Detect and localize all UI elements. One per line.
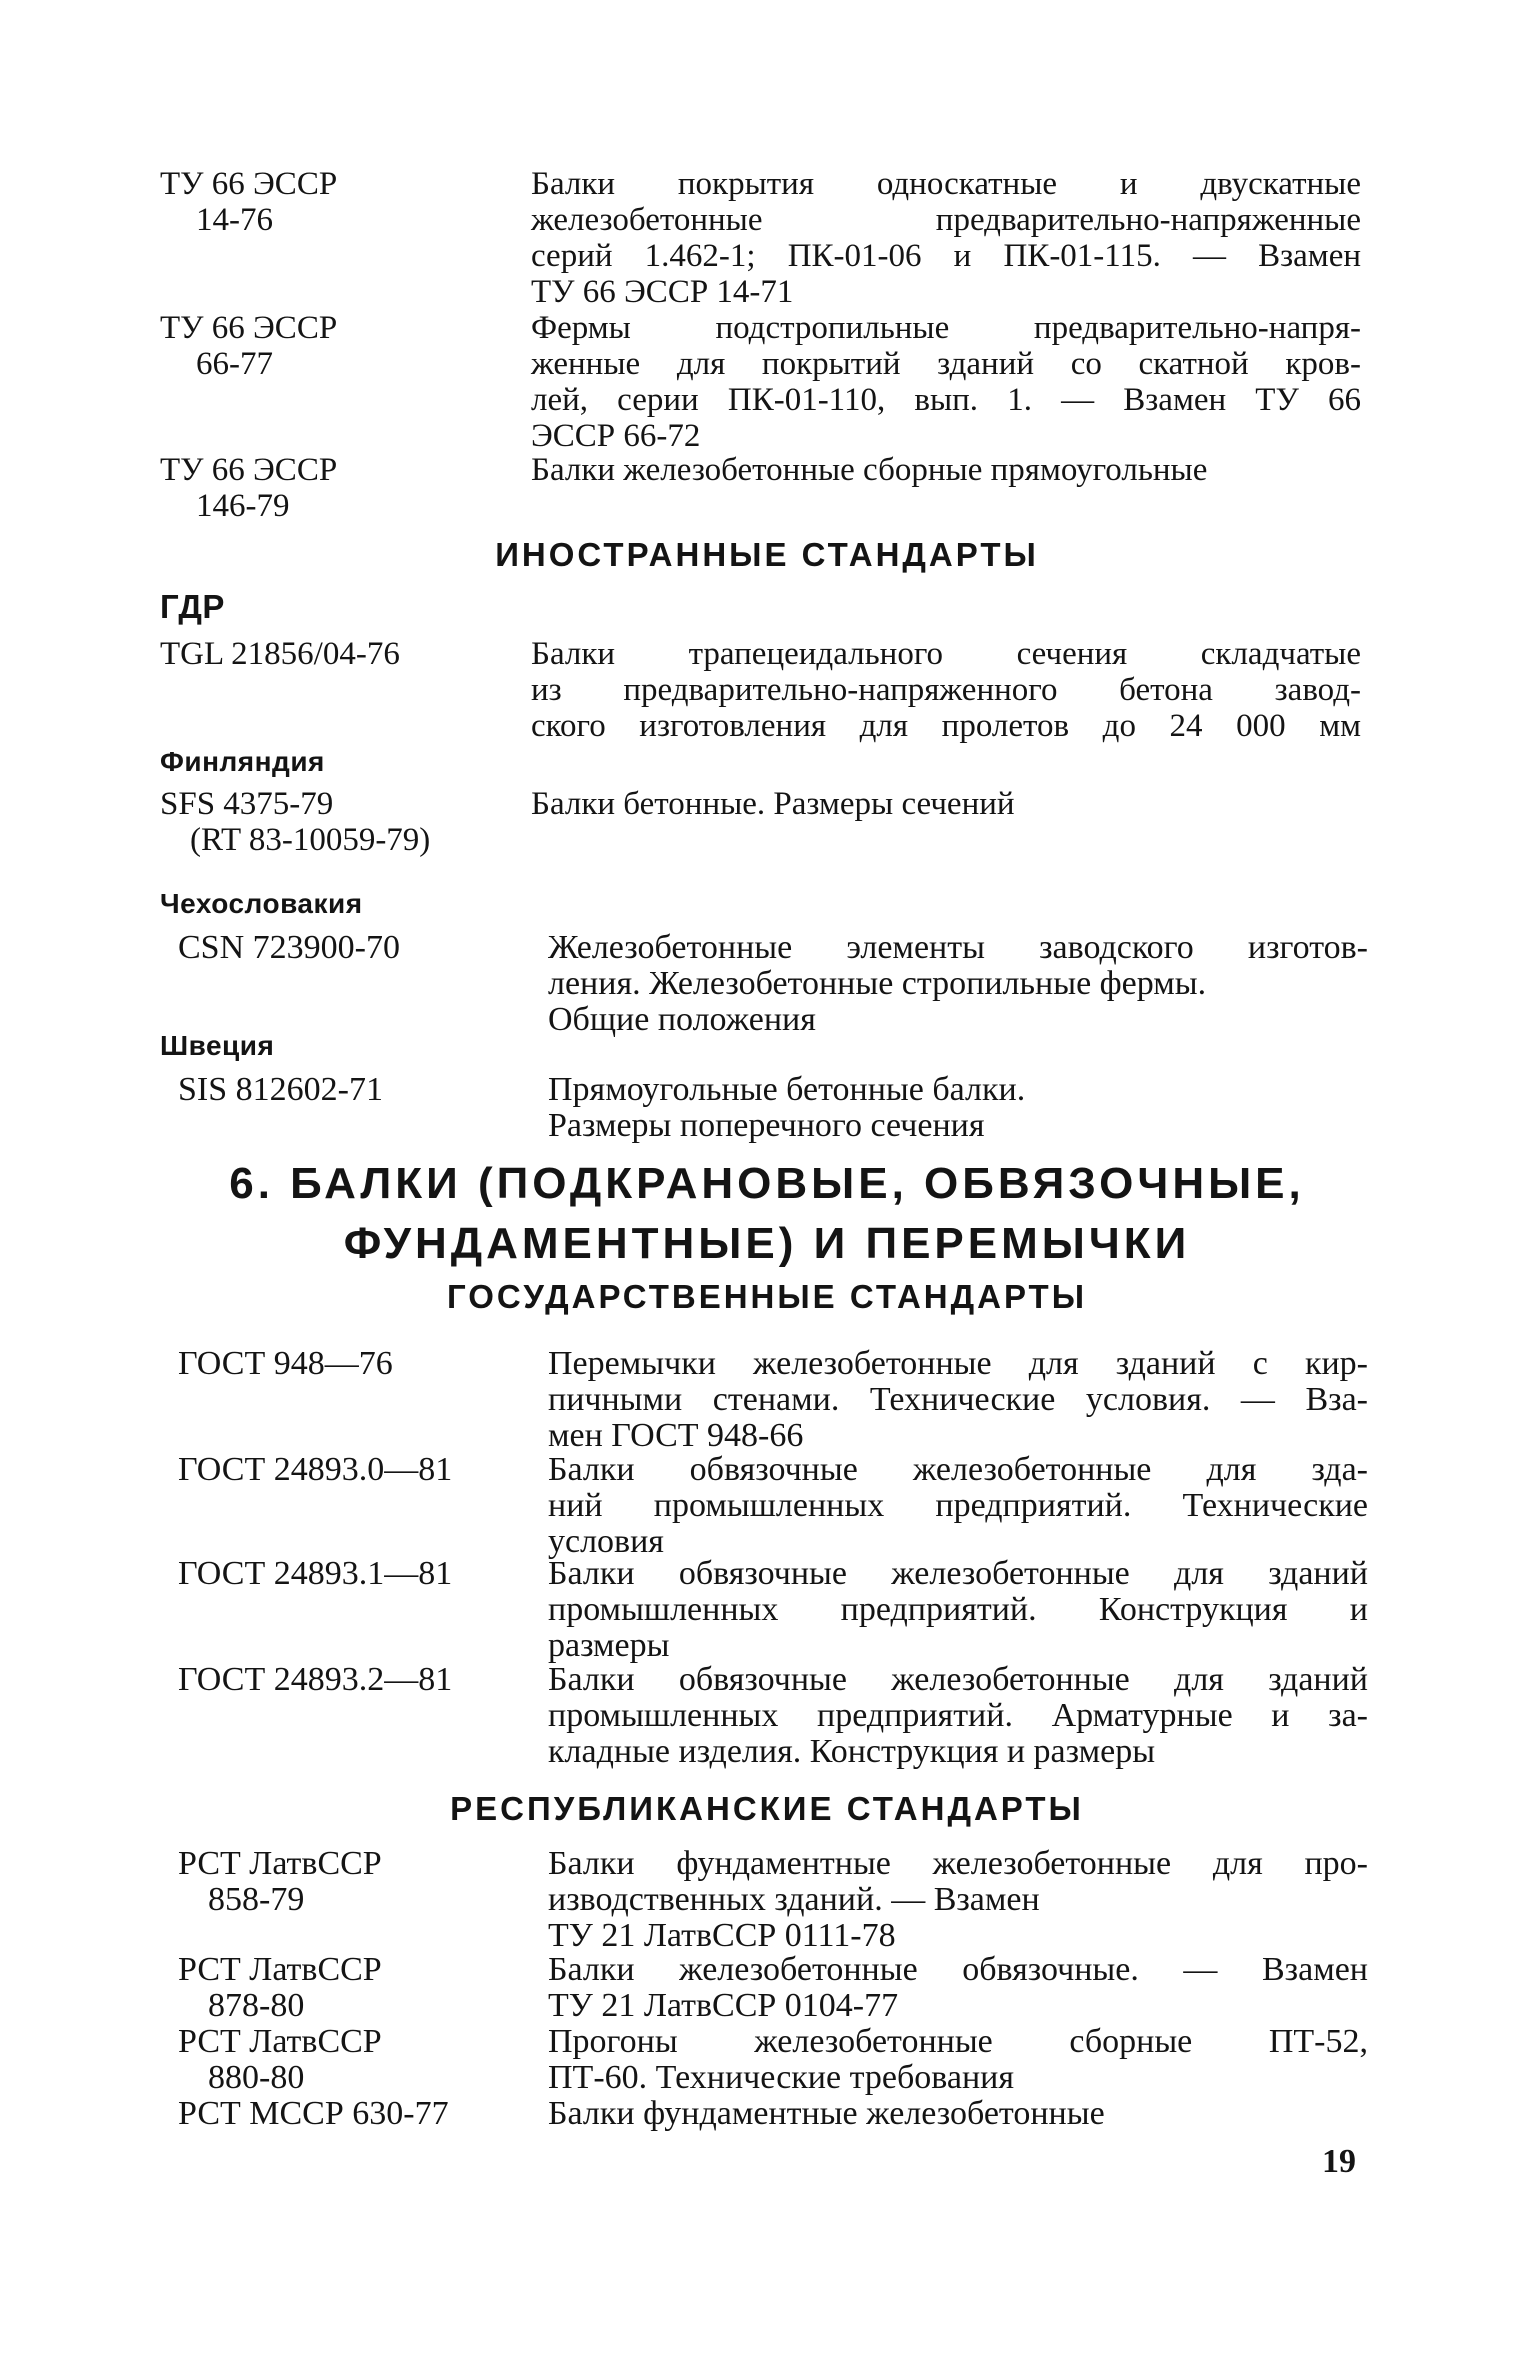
- section-heading-state: ГОСУДАРСТВЕННЫЕ СТАНДАРТЫ: [446, 1278, 1087, 1315]
- desc-line: железобетонные предварительно-напряженные: [531, 202, 1361, 238]
- standard-code: [160, 636, 520, 672]
- standard-description: [548, 1952, 1368, 2024]
- code-line: РСТ МССР 630-77: [178, 2095, 449, 2132]
- desc-line: лей, серии ПК-01-110, вып. 1. — Взамен ТУ 66: [531, 382, 1361, 418]
- desc-line: ПТ-60. Технические требования: [548, 2059, 1014, 2096]
- section-heading-foreign: ИНОСТРАННЫЕ СТАНДАРТЫ: [495, 536, 1039, 573]
- country-label: Финляндия: [160, 746, 325, 777]
- desc-line: Прямоугольные бетонные балки.: [548, 1071, 1026, 1108]
- page-number: 19: [1322, 2143, 1356, 2180]
- standard-description: [548, 930, 1368, 1038]
- standard-description: [548, 1662, 1368, 1770]
- desc-line: Прогоны железобетонные сборные ПТ-52,: [548, 2023, 1368, 2060]
- standard-code: [178, 930, 538, 966]
- code-line: РСТ ЛатвССР: [178, 1951, 382, 1988]
- code-line: TGL 21856/04-76: [160, 636, 400, 672]
- code-line: CSN 723900-70: [178, 929, 400, 966]
- code-line: РСТ ЛатвССР: [178, 1845, 382, 1882]
- desc-line: кладные изделия. Конструкция и размеры: [548, 1733, 1156, 1770]
- section-heading-republic: РЕСПУБЛИКАНСКИЕ СТАНДАРТЫ: [450, 1790, 1084, 1827]
- desc-line: Балки обвязочные железобетонные для зданий: [548, 1661, 1368, 1698]
- standard-description: [548, 2096, 1368, 2132]
- code-line: ГОСТ 24893.2—81: [178, 1661, 453, 1698]
- standard-code: [178, 1846, 538, 1918]
- code-line: 878-80: [208, 1987, 305, 2024]
- standard-code: [160, 166, 520, 238]
- desc-line: ТУ 66 ЭССР 14-71: [531, 274, 794, 310]
- desc-line: изводственных зданий. — Взамен: [548, 1881, 1040, 1918]
- standard-code: [178, 1452, 538, 1488]
- desc-line: Балки обвязочные железобетонные для зда-: [548, 1451, 1368, 1488]
- desc-line: мен ГОСТ 948-66: [548, 1417, 804, 1454]
- desc-line: Балки трапецеидального сечения складчатые: [531, 636, 1361, 672]
- code-line: SFS 4375-79: [160, 786, 334, 822]
- standard-code: [160, 310, 520, 382]
- code-line: 66-77: [196, 346, 273, 382]
- country-label: Чехословакия: [160, 888, 363, 919]
- section-title-line: 6. БАЛКИ (ПОДКРАНОВЫЕ, ОБВЯЗОЧНЫЕ,: [229, 1159, 1305, 1208]
- standard-description: [531, 452, 1361, 488]
- standard-description: [548, 1452, 1368, 1560]
- desc-line: Балки железобетонные сборные прямоугольные: [531, 452, 1208, 488]
- desc-line: ского изготовления для пролетов до 24 000 мм: [531, 708, 1361, 744]
- desc-line: Общие положения: [548, 1001, 816, 1038]
- desc-line: Перемычки железобетонные для зданий с кир-: [548, 1345, 1368, 1382]
- desc-line: Балки бетонные. Размеры сечений: [531, 786, 1015, 822]
- code-line: ГОСТ 24893.1—81: [178, 1555, 453, 1592]
- desc-line: Балки покрытия односкатные и двускатные: [531, 166, 1361, 202]
- code-line: ГОСТ 948—76: [178, 1345, 393, 1382]
- code-line: 880-80: [208, 2059, 305, 2096]
- standard-code: [178, 2096, 538, 2132]
- standard-code: [160, 786, 520, 858]
- desc-line: Фермы подстропильные предварительно-напря-: [531, 310, 1361, 346]
- standard-description: [548, 1072, 1368, 1144]
- code-line: SIS 812602-71: [178, 1071, 383, 1108]
- standard-description: [531, 310, 1361, 454]
- section-title: [0, 1154, 1534, 1274]
- code-line: ГОСТ 24893.0—81: [178, 1451, 453, 1488]
- standard-code: [178, 1952, 538, 2024]
- desc-line: из предварительно-напряженного бетона завод-: [531, 672, 1361, 708]
- standard-code: [178, 1556, 538, 1592]
- code-line: 14-76: [196, 202, 273, 238]
- desc-line: промышленных предприятий. Конструкция и: [548, 1591, 1368, 1628]
- standard-code: [178, 2024, 538, 2096]
- standard-code: [160, 452, 520, 524]
- code-line: ТУ 66 ЭССР: [160, 452, 338, 488]
- standard-description: [531, 166, 1361, 310]
- standard-description: [531, 636, 1361, 744]
- code-line: ТУ 66 ЭССР: [160, 310, 338, 346]
- desc-line: ления. Железобетонные стропильные фермы.: [548, 965, 1207, 1002]
- standard-description: [548, 2024, 1368, 2096]
- country-label: Швеция: [160, 1030, 275, 1061]
- desc-line: Размеры поперечного сечения: [548, 1107, 985, 1144]
- desc-line: условия: [548, 1523, 664, 1560]
- desc-line: размеры: [548, 1627, 670, 1664]
- standard-description: [548, 1846, 1368, 1954]
- country-label: ГДР: [160, 588, 225, 625]
- code-line: 146-79: [196, 488, 290, 524]
- desc-line: ТУ 21 ЛатвССР 0111-78: [548, 1917, 896, 1954]
- desc-line: ний промышленных предприятий. Технические: [548, 1487, 1368, 1524]
- desc-line: Балки фундаментные железобетонные: [548, 2095, 1105, 2132]
- code-line: (RT 83-10059-79): [190, 822, 431, 858]
- section-title-line: ФУНДАМЕНТНЫЕ) И ПЕРЕМЫЧКИ: [343, 1219, 1191, 1268]
- standard-description: [531, 786, 1361, 822]
- desc-line: Балки железобетонные обвязочные. — Взамен: [548, 1951, 1368, 1988]
- standard-code: [178, 1346, 538, 1382]
- code-line: РСТ ЛатвССР: [178, 2023, 382, 2060]
- standard-description: [548, 1346, 1368, 1454]
- desc-line: ТУ 21 ЛатвССР 0104-77: [548, 1987, 899, 2024]
- desc-line: ЭССР 66-72: [531, 418, 701, 454]
- desc-line: пичными стенами. Технические условия. — Вза-: [548, 1381, 1368, 1418]
- desc-line: промышленных предприятий. Арматурные и за-: [548, 1697, 1368, 1734]
- desc-line: Железобетонные элементы заводского изготов-: [548, 929, 1368, 966]
- code-line: 858-79: [208, 1881, 305, 1918]
- code-line: ТУ 66 ЭССР: [160, 166, 338, 202]
- desc-line: серий 1.462-1; ПК-01-06 и ПК-01-115. — Взамен: [531, 238, 1361, 274]
- desc-line: женные для покрытий зданий со скатной кров-: [531, 346, 1361, 382]
- standard-description: [548, 1556, 1368, 1664]
- desc-line: Балки обвязочные железобетонные для зданий: [548, 1555, 1368, 1592]
- desc-line: Балки фундаментные железобетонные для про-: [548, 1845, 1368, 1882]
- standard-code: [178, 1072, 538, 1108]
- standard-code: [178, 1662, 538, 1698]
